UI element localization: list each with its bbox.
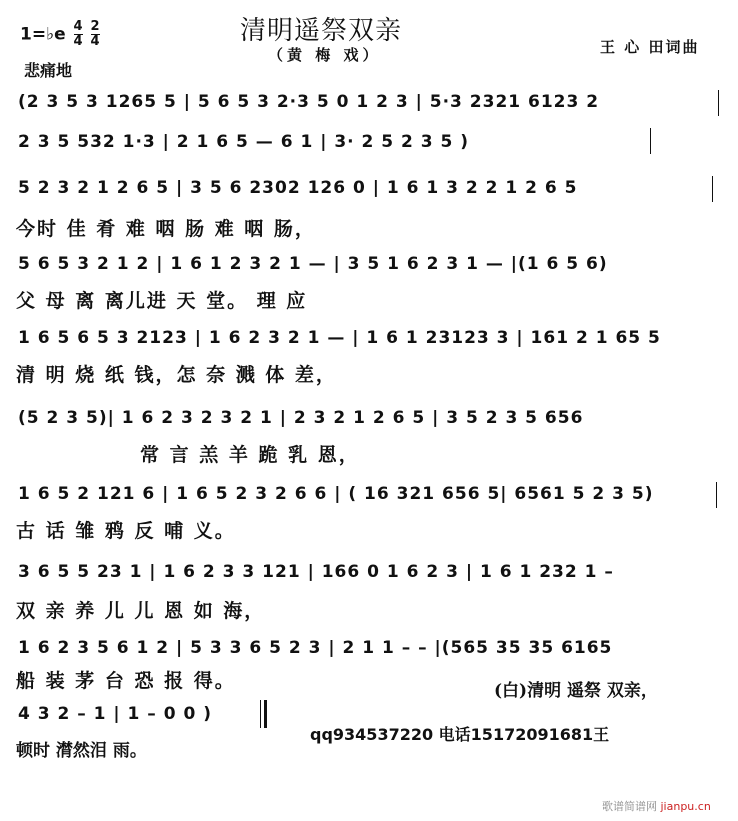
meter-four-four [74, 20, 83, 49]
lyric-row-10: 顿时 潸然泪 雨。 [16, 741, 147, 761]
final-barline-thick [264, 700, 267, 728]
meter2-top: 2 [90, 19, 100, 34]
notation-row-10: 4 3 2 – 1 | 1 – 0 0 ) [18, 704, 212, 724]
final-barline [260, 700, 261, 728]
meter2-bottom: 4 [90, 34, 100, 49]
song-title: 清明遥祭双亲 [240, 16, 403, 46]
notation-row-8: 3 6 5 5 23 1 | 1 6 2 3 3 121 | 166 0 1 6 2 3 | 1 6 1 232 1 – [18, 562, 614, 582]
lyric-row-9: 船 装 茅 台 恐 报 得。 [16, 670, 236, 692]
key-signature [20, 20, 100, 49]
lyric-row-4: 父 母 离 离儿进 天 堂。 理 应 [16, 290, 308, 312]
meter1-bottom: 4 [73, 34, 83, 49]
barline [718, 90, 719, 116]
notation-row-3: 5 2 3 2 1 2 6 5 | 3 5 6 2302 126 0 | 1 6 1 3 2 2 1 2 6 5 [18, 178, 578, 198]
meter-two-four [91, 20, 100, 49]
mood-marking: 悲痛地 [24, 61, 73, 80]
spoken-line: (白)清明 遥祭 双亲， [494, 681, 658, 701]
composer-credit: 王 心 田词曲 [600, 38, 700, 56]
watermark-domain: jianpu.cn [660, 800, 711, 813]
barline [712, 176, 713, 202]
lyric-row-6: 常 言 羔 羊 跪 乳 恩， [140, 444, 360, 466]
site-watermark [602, 798, 711, 814]
barline [650, 128, 651, 154]
notation-row-2: 2 3 5 532 1·3 | 2 1 6 5 — 6 1 | 3· 2 5 2 3 5 ) [18, 132, 470, 152]
barline [716, 482, 717, 508]
notation-row-1: (2 3 5 3 1265 5 | 5 6 5 3 2·3 5 0 1 2 3 | 5·3 2321 6123 2 [18, 92, 600, 112]
notation-row-7: 1 6 5 2 121 6 | 1 6 5 2 3 2 6 6 | ( 16 321 656 5| 6561 5 2 3 5) [18, 484, 654, 504]
lyric-row-8: 双 亲 养 儿 儿 恩 如 海， [16, 600, 266, 622]
meter1-top: 4 [73, 19, 83, 34]
contact-info: qq934537220 电话15172091681王 [310, 725, 610, 744]
notation-row-6: (5 2 3 5)| 1 6 2 3 2 3 2 1 | 2 3 2 1 2 6 5 | 3 5 2 3 5 656 [18, 408, 584, 428]
notation-row-5: 1 6 5 6 5 3 2123 | 1 6 2 3 2 1 — | 1 6 1 23123 3 | 161 2 1 65 5 [18, 328, 661, 348]
lyric-row-7: 古 话 雏 鸦 反 哺 义。 [16, 520, 236, 542]
lyric-row-3: 今时 佳 肴 难 咽 肠 难 咽 肠， [16, 218, 316, 240]
lyric-row-5: 清 明 烧 纸 钱，怎 奈 溅 体 差， [16, 364, 337, 386]
notation-row-4: 5 6 5 3 2 1 2 | 1 6 1 2 3 2 1 — | 3 5 1 6 2 3 1 — |(1 6 5 6) [18, 254, 608, 274]
notation-row-9: 1 6 2 3 5 6 1 2 | 5 3 3 6 5 2 3 | 2 1 1 – – |(565 35 35 6165 [18, 638, 613, 658]
watermark-site: 歌谱简谱网 [602, 800, 657, 813]
song-subtitle: （黄 梅 戏） [268, 46, 382, 64]
key-label: 1=♭e [20, 24, 66, 45]
